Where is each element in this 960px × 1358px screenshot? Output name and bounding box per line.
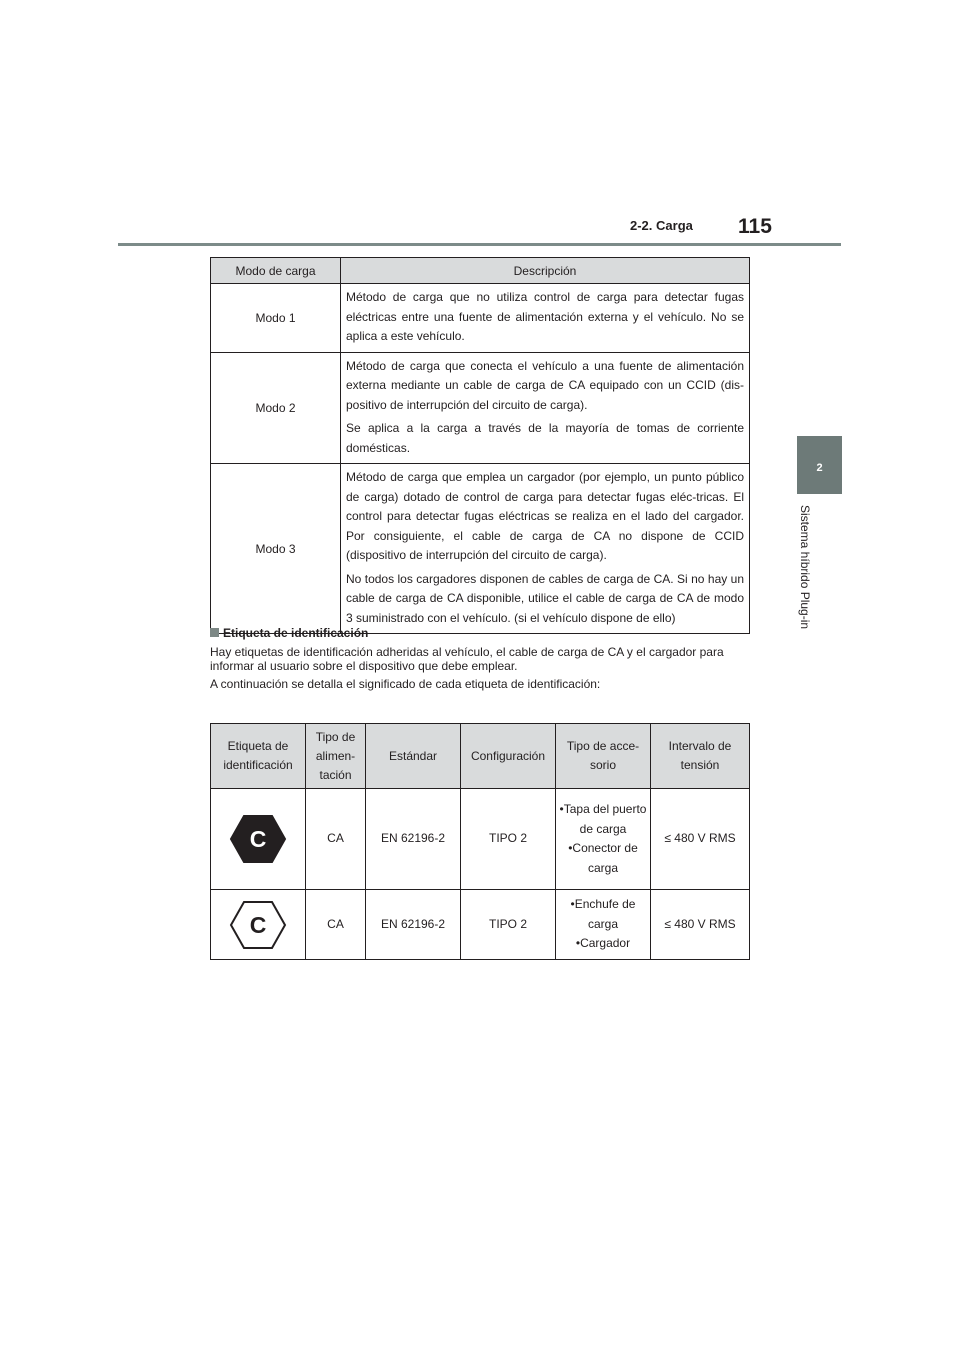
header-divider [118,243,841,246]
identification-section [210,626,755,695]
page-number: 115 [738,215,772,238]
table-row [211,284,750,353]
accessory-cell [556,890,651,960]
description-cell [341,284,750,353]
standard-cell: EN 62196-2 [366,890,461,960]
mode-cell: Modo 3 [211,464,341,634]
label-cell [211,890,306,960]
list-item: • Cargador [558,934,648,954]
hexagon-c-outline-icon [229,900,287,950]
accessory-list [558,800,648,878]
description-cell [341,352,750,464]
header-standard: Estándar [366,724,461,789]
table-row [211,464,750,634]
table-header-row [211,258,750,284]
description-cell [341,464,750,634]
accessory-list [558,895,648,954]
section-heading [210,626,755,640]
hexagon-c-filled-icon [229,814,287,864]
header-mode: Modo de carga [211,258,341,284]
chapter-number: 2 [816,462,823,474]
charging-modes-table [210,257,750,634]
configuration-cell: TIPO 2 [461,890,556,960]
header-supply: Tipo de alimen-tación [306,724,366,789]
supply-cell: CA [306,890,366,960]
label-symbol: C [249,826,267,852]
voltage-cell: ≤ 480 V RMS [651,789,750,890]
square-bullet-icon [210,628,219,637]
description-text: Se aplica a la carga a través de la mayoría de tomas de corriente domésticas. [346,421,744,455]
label-symbol: C [249,911,267,938]
chapter-label-container [798,505,813,645]
accessory-cell [556,789,651,890]
list-item: • Tapa del puerto de carga [558,800,648,839]
supply-cell: CA [306,789,366,890]
mode-cell: Modo 1 [211,284,341,353]
description-text: No todos los cargadores disponen de cables de carga de CA. Si no hay un cable de carga de CA disponible, utilice el cable de carga de CA de modo 3 suministrado con el vehículo. (si el vehículo dispone de ello) [346,571,744,625]
configuration-cell: TIPO 2 [461,789,556,890]
table-row [211,890,750,960]
header-description: Descripción [341,258,750,284]
header-accessory: Tipo de acce-sorio [556,724,651,789]
label-cell [211,789,306,890]
description-text: Método de carga que no utiliza control de carga para detectar fugas eléctricas entre una fuente de alimentación externa y el vehículo. No se aplica a este vehículo. [346,290,744,343]
section-heading-text: Etiqueta de identificación [223,626,369,640]
voltage-cell: ≤ 480 V RMS [651,890,750,960]
body-paragraph: Hay etiquetas de identificación adheridas al vehículo, el cable de carga de CA y el cargador para informar al usuario sobre el dispositivo que debe emplear. [210,645,724,673]
header-voltage: Intervalo de tensión [651,724,750,789]
mode-cell: Modo 2 [211,352,341,464]
body-paragraph: A continuación se detalla el significado de cada etiqueta de identificación: [210,677,601,691]
chapter-label: Sistema híbrido Plug-in [798,505,812,630]
section-title: 2-2. Carga [630,218,693,233]
description-text: Método de carga que conecta el vehículo a una fuente de alimentación externa mediante un cable de carga de CA equipado con un CCID (dis-positivo de interrupción del circuito de carga). [346,358,744,412]
identification-labels-table [210,723,750,960]
table-row [211,352,750,464]
description-text: Método de carga que emplea un cargador (por ejemplo, un punto público de carga) dotado de control de carga para detectar fugas eléc-tricas. El control para detectar fugas eléctricas se realiza en el lado del cargador. Por consiguiente, el cable de carga de CA no dispone de CCID (dispositivo de interrupción del circuito de carga). [346,470,744,562]
table-header-row [211,724,750,789]
table-row [211,789,750,890]
header-label: Etiqueta de identificación [211,724,306,789]
standard-cell: EN 62196-2 [366,789,461,890]
list-item: • Conector de carga [558,839,648,878]
header-configuration: Configuración [461,724,556,789]
chapter-tab [797,436,842,494]
list-item: • Enchufe de carga [558,895,648,934]
